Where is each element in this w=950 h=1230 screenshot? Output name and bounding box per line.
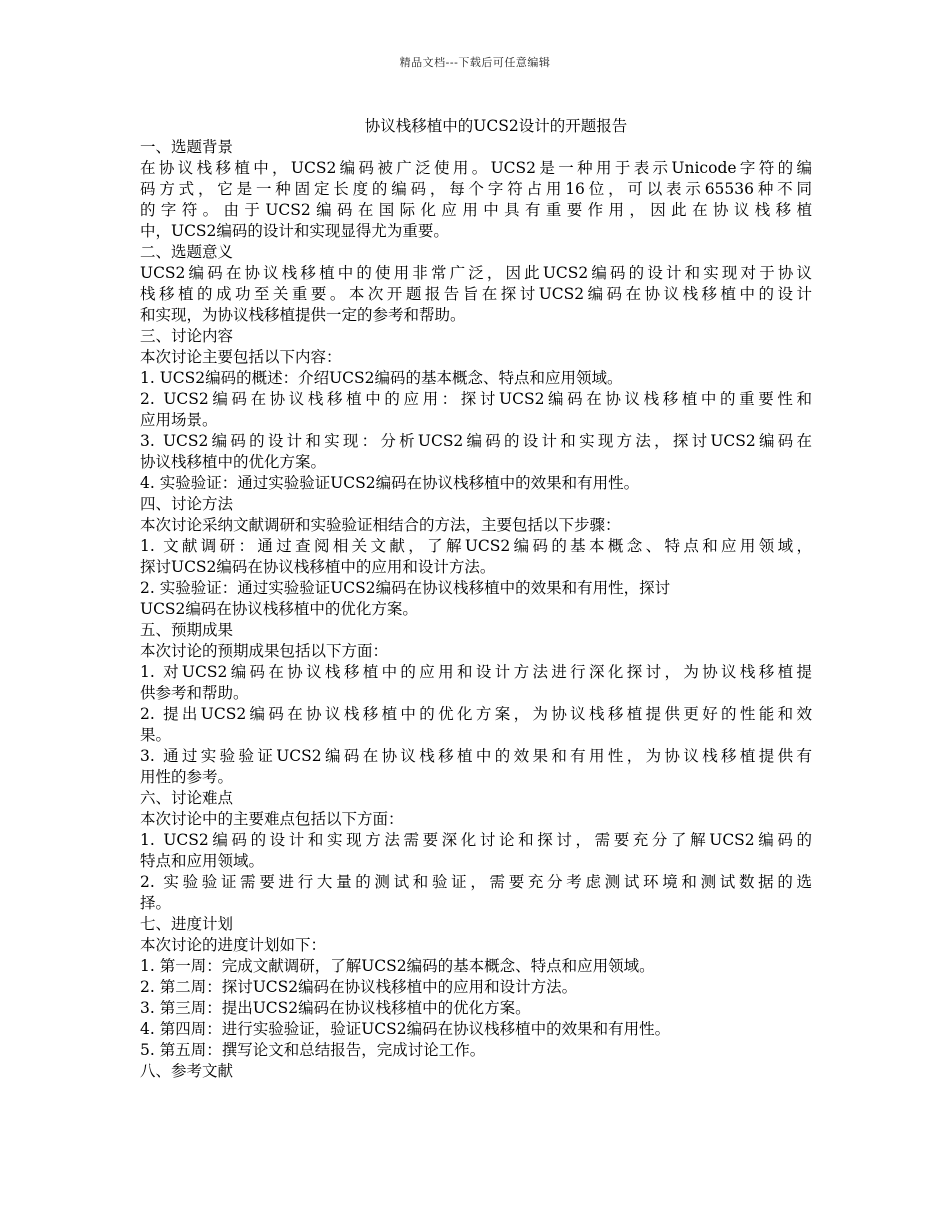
section-heading: 三、讨论内容 [140,327,234,345]
section-heading: 六、讨论难点 [140,789,234,807]
text-line: 本次讨论中的主要难点包括以下方面： [140,810,404,828]
section-heading: 五、预期成果 [140,621,234,639]
text-line: 3. UCS2编码的设计和实现：分析UCS2编码的设计和实现方法，探讨UCS2编码在 [140,432,812,450]
text-line: 5. 第五周：撰写论文和总结报告，完成讨论工作。 [140,1041,486,1059]
text-line: 的字符。由于UCS2编码在国际化应用中具有重要作用，因此在协议栈移植 [140,201,812,219]
text-line: 本次讨论采纳文献调研和实验验证相结合的方法，主要包括以下步骤： [140,516,621,534]
text-line: 栈移植的成功至关重要。本次开题报告旨在探讨UCS2编码在协议栈移植中的设计 [140,285,812,303]
section-heading: 七、进度计划 [140,915,234,933]
page-header: 精品文档---下载后可任意编辑 [399,56,551,69]
text-line: 1. 文献调研：通过查阅相关文献，了解UCS2编码的基本概念、特点和应用领域， [140,537,812,555]
text-line: 3. 通过实验验证UCS2编码在协议栈移植中的效果和有用性，为协议栈移植提供有 [140,747,812,765]
text-line: 2. 提出UCS2编码在协议栈移植中的优化方案，为协议栈移植提供更好的性能和效 [140,705,812,723]
text-line: 供参考和帮助。 [140,684,249,702]
text-line: 码方式，它是一种固定长度的编码，每个字符占用16位，可以表示65536种不同 [140,180,812,198]
text-line: UCS2编码在协议栈移植中的优化方案。 [140,600,418,618]
section-heading: 一、选题背景 [140,138,234,156]
text-line: 中，UCS2编码的设计和实现显得尤为重要。 [140,222,449,240]
text-line: 本次讨论主要包括以下内容： [140,348,342,366]
text-line: 果。 [140,726,172,744]
text-line: 2. 第二周：探讨UCS2编码在协议栈移植中的应用和设计方法。 [140,978,578,996]
text-line: 4. 第四周：进行实验验证，验证UCS2编码在协议栈移植中的效果和有用性。 [140,1020,671,1038]
text-line: 用性的参考。 [140,768,234,786]
text-line: 4. 实验验证：通过实验验证UCS2编码在协议栈移植中的效果和有用性。 [140,474,640,492]
text-line: 在协议栈移植中，UCS2编码被广泛使用。UCS2是一种用于表示Unicode字符的编 [140,159,812,177]
document-body [140,116,812,1082]
text-line: 1. 对UCS2编码在协议栈移植中的应用和设计方法进行深化探讨，为协议栈移植提 [140,663,812,681]
text-line: 1. 第一周：完成文献调研，了解UCS2编码的基本概念、特点和应用领域。 [140,957,655,975]
document-title: 协议栈移植中的UCS2设计的开题报告 [364,117,628,135]
text-line: 和实现，为协议栈移植提供一定的参考和帮助。 [140,306,466,324]
text-line: 1. UCS2编码的设计和实现方法需要深化讨论和探讨，需要充分了解UCS2编码的 [140,831,812,849]
text-line: 应用场景。 [140,411,218,429]
text-line: UCS2编码在协议栈移植中的使用非常广泛，因此UCS2编码的设计和实现对于协议 [140,264,812,282]
text-line: 2. 实验验证需要进行大量的测试和验证，需要充分考虑测试环境和测试数据的选 [140,873,812,891]
text-line: 3. 第三周：提出UCS2编码在协议栈移植中的优化方案。 [140,999,531,1017]
text-line: 本次讨论的预期成果包括以下方面： [140,642,389,660]
text-line: 特点和应用领域。 [140,852,265,870]
text-line: 本次讨论的进度计划如下： [140,936,327,954]
text-line: 2. 实验验证：通过实验验证UCS2编码在协议栈移植中的效果和有用性，探讨 [140,579,671,597]
section-heading: 八、参考文献 [140,1062,234,1080]
section-heading: 二、选题意义 [140,243,234,261]
text-line: 探讨UCS2编码在协议栈移植中的应用和设计方法。 [140,558,496,576]
text-line: 择。 [140,894,172,912]
text-line: 2. UCS2编码在协议栈移植中的应用：探讨UCS2编码在协议栈移植中的重要性和 [140,390,812,408]
section-heading: 四、讨论方法 [140,495,234,513]
document-content [140,137,812,1082]
text-line: 1. UCS2编码的概述：介绍UCS2编码的基本概念、特点和应用领域。 [140,369,623,387]
text-line: 协议栈移植中的优化方案。 [140,453,327,471]
